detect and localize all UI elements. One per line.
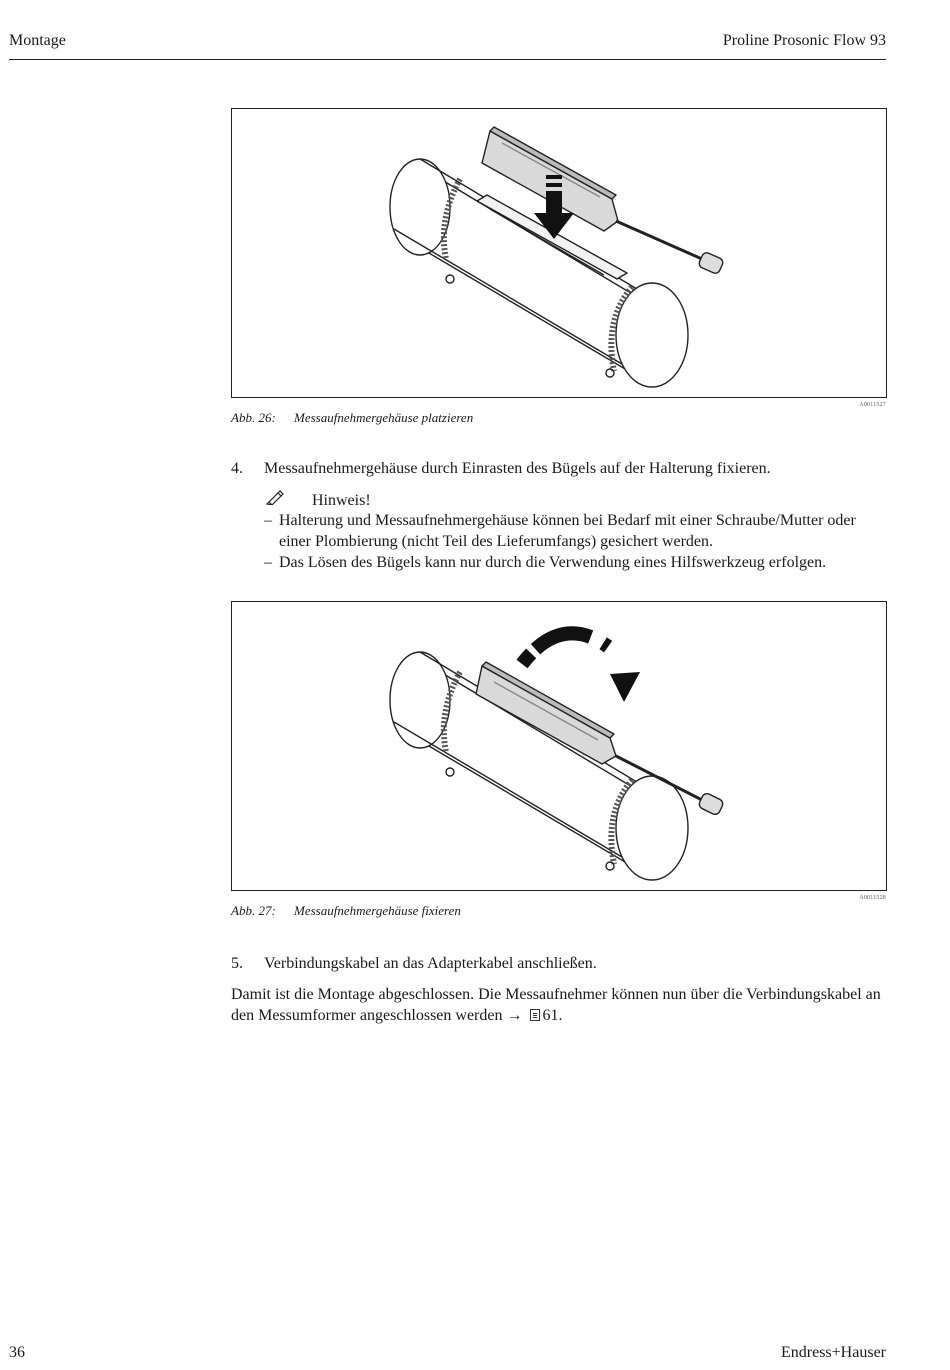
page-number: 36 bbox=[9, 1344, 25, 1361]
page-reference-link[interactable]: 61. bbox=[542, 1007, 563, 1024]
header-rule bbox=[9, 59, 886, 60]
figure-caption bbox=[231, 903, 461, 919]
note-heading bbox=[266, 489, 371, 510]
pencil-note-icon bbox=[266, 489, 312, 510]
cable-connector bbox=[698, 792, 725, 816]
figure-26 bbox=[231, 108, 887, 408]
step-text: Messaufnehmergehäuse durch Einrasten des Bügels auf der Halterung fixieren. bbox=[264, 460, 771, 477]
step-number: 5. bbox=[231, 955, 243, 972]
conclusion-text: Damit ist die Montage abgeschlossen. Die Messaufnehmer können nun über die Verbindungskabel an den Messumformer angeschlossen werden bbox=[231, 986, 881, 1024]
figure-26-illustration bbox=[232, 109, 886, 397]
caption-number: Abb. 27: bbox=[231, 903, 276, 918]
caption-number: Abb. 26: bbox=[231, 410, 276, 425]
list-item: – Halterung und Messaufnehmergehäuse können bei Bedarf mit einer Schraube/Mutter oder einer Plombierung (nicht Teil des Lieferumfangs) gesichert werden. bbox=[264, 512, 856, 550]
figure-27-illustration bbox=[232, 602, 886, 890]
page-reference-icon bbox=[530, 1009, 540, 1021]
step-number: 4. bbox=[231, 460, 243, 477]
caption-text: Messaufnehmergehäuse platzieren bbox=[294, 410, 474, 425]
arrow-glyph: → bbox=[506, 1007, 523, 1024]
step-text: Verbindungskabel an das Adapterkabel anschließen. bbox=[264, 955, 597, 972]
conclusion-paragraph bbox=[231, 984, 887, 1026]
footer-brand: Endress+Hauser bbox=[781, 1344, 886, 1361]
figure-id: A0011528 bbox=[859, 895, 886, 901]
running-header-right: Proline Prosonic Flow 93 bbox=[722, 32, 886, 49]
step-5 bbox=[231, 955, 597, 973]
note-bullet-list bbox=[264, 510, 888, 573]
figure-caption bbox=[231, 410, 473, 426]
caption-text: Messaufnehmergehäuse fixieren bbox=[294, 903, 461, 918]
cable-connector bbox=[698, 251, 725, 275]
figure-27 bbox=[231, 601, 887, 901]
running-header-left: Montage bbox=[9, 32, 66, 49]
figure-id: A0011527 bbox=[859, 402, 886, 408]
cable bbox=[616, 221, 702, 259]
note-label: Hinweis! bbox=[312, 492, 371, 509]
step-4 bbox=[231, 460, 771, 478]
list-item: – Das Lösen des Bügels kann nur durch die Verwendung eines Hilfswerkzeug erfolgen. bbox=[264, 554, 827, 571]
